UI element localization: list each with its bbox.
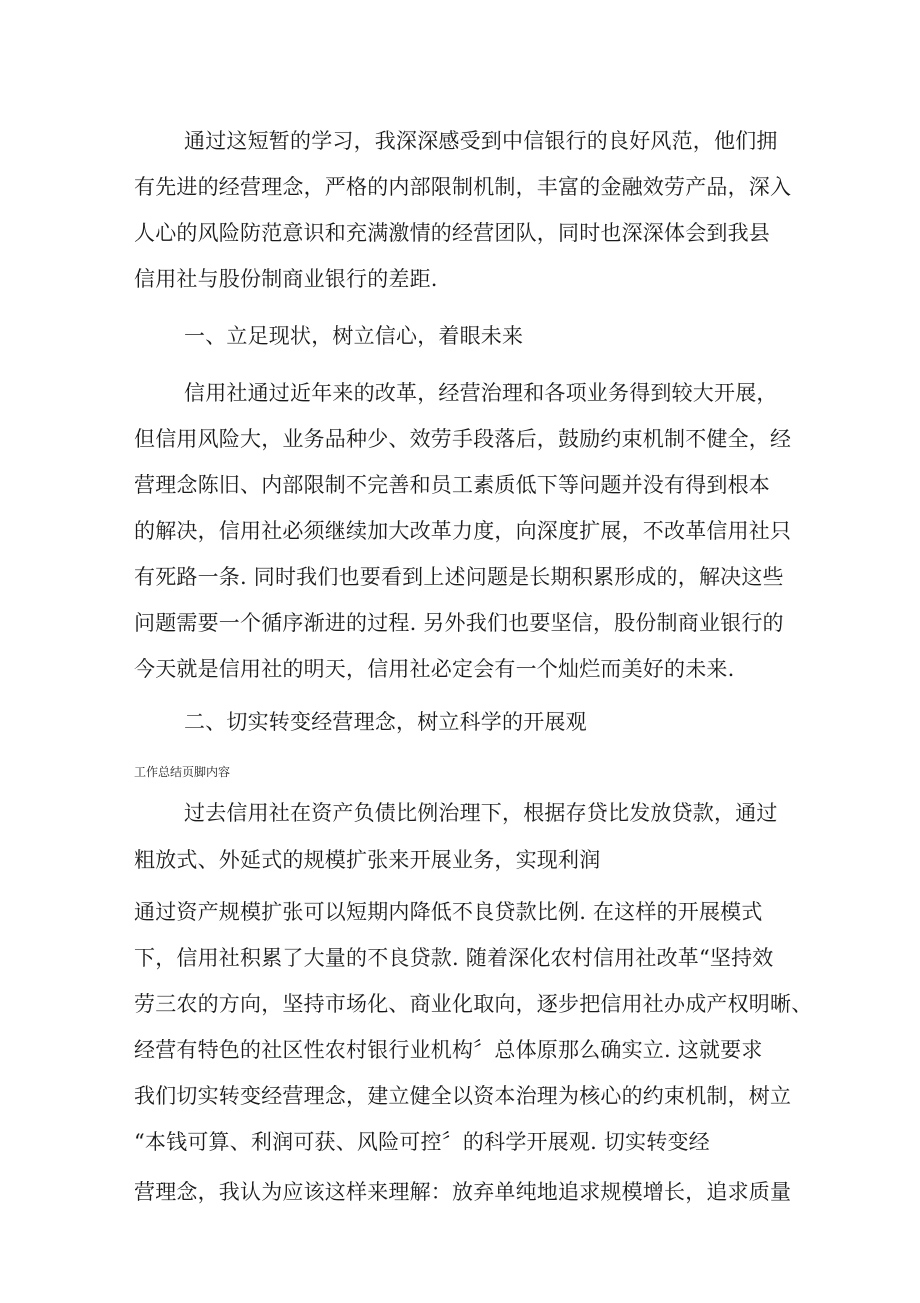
paragraph-3-line-3: 通过资产规模扩张可以短期内降低不良贷款比例. 在这样的开展模式: [134, 900, 763, 924]
paragraph-3-line-4: 下，信用社积累了大量的不良贷款. 随着深化农村信用社改革“坚持效: [134, 946, 774, 970]
paragraph-2-line-2: 但信用风险大，业务品种少、效劳手段落后，鼓励约束机制不健全，经: [134, 427, 792, 451]
paragraph-2-line-4: 的解决，信用社必须继续加大改革力度，向深度扩展，不改革信用社只: [134, 519, 792, 543]
paragraph-3-line-1: 过去信用社在资产负债比例治理下，根据存贷比发放贷款，通过: [184, 801, 778, 825]
paragraph-2-line-3: 营理念陈旧、内部限制不完善和员工素质低下等问题并没有得到根本: [134, 473, 770, 497]
paragraph-1-line-4: 信用社与股份制商业银行的差距.: [134, 267, 438, 291]
paragraph-3-line-9: 营理念，我认为应该这样来理解：放弃单纯地追求规模增长，追求质量: [134, 1180, 792, 1204]
paragraph-2-line-5: 有死路一条. 同时我们也要看到上述问题是长期积累形成的，解决这些: [134, 565, 784, 589]
page-footer: 工作总结页脚内容: [134, 765, 231, 779]
paragraph-2-line-6: 问题需要一个循序渐进的过程. 另外我们也要坚信，股份制商业银行的: [134, 611, 784, 635]
paragraph-2-line-7: 今天就是信用社的明天，信用社必定会有一个灿烂而美好的未来.: [134, 657, 735, 681]
section-heading-2: 二、切实转变经营理念，树立科学的开展观: [184, 710, 587, 734]
paragraph-3-line-7: 我们切实转变经营理念，建立健全以资本治理为核心的约束机制，树立: [134, 1084, 792, 1108]
paragraph-3-line-2: 粗放式、外延式的规模扩张来开展业务，实现利润: [134, 848, 601, 872]
paragraph-3-line-5: 劳三农的方向，坚持市场化、商业化取向，逐步把信用社办成产权明晰、: [134, 992, 813, 1016]
paragraph-3-line-6: 经营有特色的社区性农村银行业机构〞总体原那么确实立. 这就要求: [134, 1038, 763, 1062]
paragraph-1-line-2: 有先进的经营理念，严格的内部限制机制，丰富的金融效劳产品，深入: [134, 175, 792, 199]
paragraph-1-line-3: 人心的风险防范意识和充满激情的经营团队，同时也深深体会到我县: [134, 221, 770, 245]
paragraph-2-line-1: 信用社通过近年来的改革，经营治理和各项业务得到较大开展，: [184, 381, 778, 405]
paragraph-1-line-1: 通过这短暂的学习，我深深感受到中信银行的良好风范，他们拥: [184, 129, 778, 153]
paragraph-3-line-8: “本钱可算、利润可获、风险可控〞的科学开展观. 切实转变经: [134, 1130, 710, 1154]
section-heading-1: 一、立足现状，树立信心，着眼未来: [184, 324, 524, 348]
